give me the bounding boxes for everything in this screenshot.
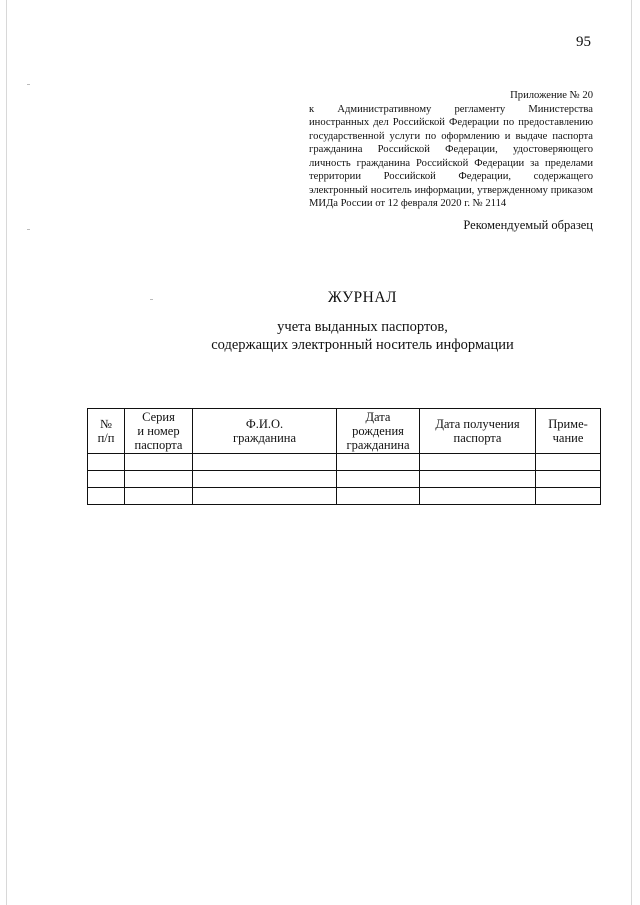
page-number: 95: [576, 34, 591, 50]
document-title: ЖУРНАЛ: [327, 289, 398, 306]
journal-table: [87, 408, 601, 505]
table-cell: [193, 488, 337, 505]
column-header: [193, 409, 337, 454]
table-row: [88, 488, 601, 505]
table-body: [88, 454, 601, 505]
scan-edge-left: [6, 0, 7, 905]
column-header-line: гражданина: [346, 438, 410, 452]
column-header-line: Приме-: [548, 417, 588, 431]
column-header-line: паспорта: [453, 431, 502, 445]
column-header: [88, 409, 125, 454]
column-header-line: паспорта: [134, 438, 183, 452]
scan-speck: [27, 84, 30, 85]
table-cell: [88, 454, 125, 471]
recommended-sample-note: Рекомендуемый образец: [463, 218, 593, 232]
table-cell: [337, 454, 420, 471]
table-cell: [337, 471, 420, 488]
column-header: [536, 409, 601, 454]
scan-edge-right: [631, 0, 632, 905]
column-header-line: рождения: [352, 424, 404, 438]
column-header: [125, 409, 193, 454]
table-cell: [125, 471, 193, 488]
table-cell: [125, 454, 193, 471]
table-cell: [193, 454, 337, 471]
column-header-line: Дата: [365, 410, 391, 424]
table-cell: [337, 488, 420, 505]
appendix-title: Приложение № 20: [510, 90, 593, 101]
table-cell: [536, 454, 601, 471]
table-cell: [536, 488, 601, 505]
subtitle-line-2: содержащих электронный носитель информации: [211, 337, 514, 353]
column-header: [337, 409, 420, 454]
column-header-line: Ф.И.О.: [245, 417, 284, 431]
column-header-line: №: [100, 417, 112, 431]
table-cell: [88, 471, 125, 488]
table-header-row: [88, 409, 601, 454]
column-header-line: чание: [552, 431, 584, 445]
column-header-line: и номер: [137, 424, 180, 438]
table-cell: [125, 488, 193, 505]
column-header-line: п/п: [97, 431, 115, 445]
column-header-line: Серия: [142, 410, 175, 424]
appendix-block: [309, 89, 593, 211]
table-cell: [88, 488, 125, 505]
document-subtitle: [0, 318, 640, 354]
table-cell: [420, 471, 536, 488]
column-header-line: Дата получения: [435, 417, 520, 431]
scan-speck: [27, 229, 30, 230]
column-header: [420, 409, 536, 454]
table-cell: [193, 471, 337, 488]
appendix-body: к Административному регламенту Министерства иностранных дел Российской Федерации по предоставлению государственной услуги по оформлению и выдаче паспорта гражданина Российской Федерации, удостоверяющего личность гражданина Российской Федерации за пределами территории Российской Федерации, содержащего электронный носитель информации, утвержденному приказом МИДа России от 12 февраля 2020 г. № 2114: [309, 103, 593, 209]
table-row: [88, 471, 601, 488]
column-header-line: гражданина: [232, 431, 297, 445]
table-row: [88, 454, 601, 471]
table-cell: [536, 471, 601, 488]
subtitle-line-1: учета выданных паспортов,: [277, 319, 448, 335]
table-cell: [420, 454, 536, 471]
table-cell: [420, 488, 536, 505]
